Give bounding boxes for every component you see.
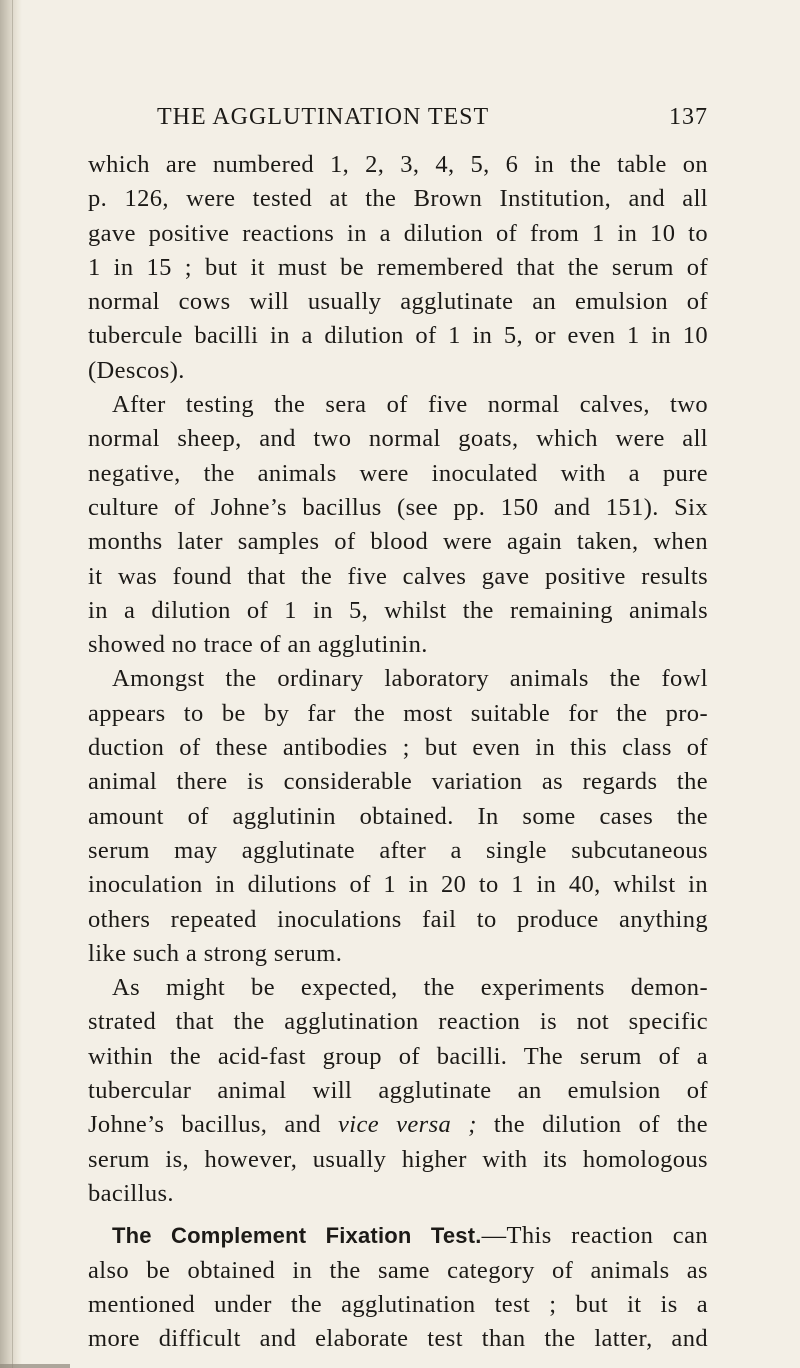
text-line: culture of Johne’s bacillus (see pp. 150 and 151). Six (88, 493, 708, 521)
text-line: more difficult and elaborate test than the latter, and (88, 1325, 708, 1353)
text-line: strated that the agglutination reaction is not specific (88, 1008, 708, 1036)
text-line: others repeated inoculations fail to produce anything (88, 905, 708, 933)
text-line: like such a strong serum. (88, 939, 343, 967)
page-bottom-mark (0, 1364, 70, 1368)
text-line: tubercular animal will agglutinate an emulsion of (88, 1077, 708, 1105)
text-line (88, 1108, 708, 1142)
text-line: in a dilution of 1 in 5, whilst the remaining animals (88, 596, 708, 624)
text-segment: the dilution of the (476, 1111, 708, 1139)
text-line: gave positive reactions in a dilution of from 1 in 10 to (88, 219, 708, 247)
page-number: 137 (669, 104, 708, 130)
body-text (88, 148, 708, 1356)
text-segment: Johne’s bacillus, and (88, 1111, 339, 1139)
text-line: showed no trace of an agglutinin. (88, 631, 428, 659)
text-line: bacillus. (88, 1179, 174, 1207)
text-line: normal cows will usually agglutinate an emulsion of (88, 288, 708, 316)
paragraph-4 (88, 971, 708, 1211)
paragraph-1 (88, 148, 708, 388)
running-head: THE AGGLUTINATION TEST (157, 104, 490, 130)
text-line: it was found that the five calves gave positive results (88, 562, 708, 590)
text-line: duction of these antibodies ; but even in this class of (88, 734, 708, 762)
text-line: inoculation in dilutions of 1 in 20 to 1 in 40, whilst in (88, 871, 708, 899)
text-line: 1 in 15 ; but it must be remembered that the serum of (88, 253, 708, 281)
text-line: negative, the animals were inoculated with a pure (88, 459, 708, 487)
italic-phrase: vice versa ; (338, 1111, 477, 1139)
text-line: Amongst the ordinary laboratory animals the fowl (112, 665, 708, 693)
paragraph-5 (88, 1219, 708, 1356)
text-line: As might be expected, the experiments demon- (112, 974, 708, 1002)
paragraph-2 (88, 388, 708, 662)
paragraph-3 (88, 662, 708, 971)
text-line: (Descos). (88, 356, 185, 384)
text-line: tubercule bacilli in a dilution of 1 in 5, or even 1 in 10 (88, 322, 708, 350)
text-line: After testing the sera of five normal calves, two (112, 391, 708, 419)
text-line: also be obtained in the same category of animals as (88, 1256, 708, 1284)
text-line: serum is, however, usually higher with its homologous (88, 1145, 708, 1173)
text-segment: —This reaction can (481, 1222, 708, 1250)
section-spacer (88, 1211, 708, 1219)
text-line: which are numbered 1, 2, 3, 4, 5, 6 in the table on (88, 151, 708, 178)
text-line: amount of agglutinin obtained. In some cases the (88, 802, 708, 830)
text-line: within the acid-fast group of bacilli. The serum of a (88, 1042, 708, 1070)
text-line: serum may agglutinate after a single subcutaneous (88, 836, 708, 864)
text-line: animal there is considerable variation as regards the (88, 768, 708, 796)
section-heading: The Complement Fixation Test. (112, 1223, 482, 1249)
text-line: normal sheep, and two normal goats, which were all (88, 425, 708, 453)
page-gutter-shadow (0, 0, 22, 1368)
page-header (157, 104, 708, 140)
text-line: mentioned under the agglutination test ; but it is a (88, 1290, 708, 1318)
text-line: p. 126, were tested at the Brown Institution, and all (88, 185, 708, 213)
page-gutter-line (12, 0, 13, 1368)
text-line: appears to be by far the most suitable for the pro- (88, 699, 708, 727)
text-line: months later samples of blood were again taken, when (88, 528, 708, 556)
text-line (88, 1219, 708, 1253)
